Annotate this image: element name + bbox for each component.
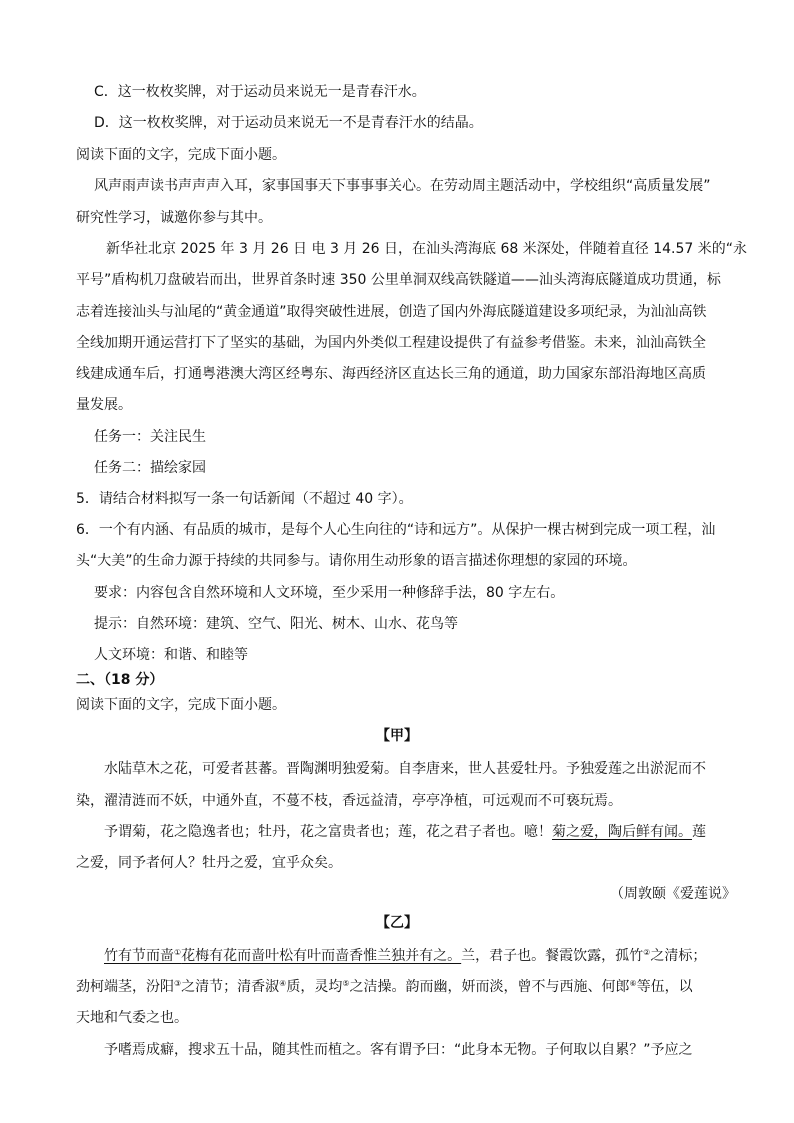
yi-line-4: 予嗜焉成癖，搜求五十品，随其性而植之。客有谓予曰：“此身本无物。子何取以自累？”予应之 — [104, 1042, 693, 1058]
jia-line-3 — [104, 822, 706, 842]
yi-phrase-3: 兰，君子也。餐霞饮露，孤竹 — [461, 948, 644, 964]
requirement: 要求：内容包含自然环境和人文环境，至少采用一种修辞手法，80 字左右。 — [94, 585, 565, 601]
jia-line-4: 之爱，同予者何人？牡丹之爱，宜乎众矣。 — [76, 855, 342, 871]
passage-yi-title: 【乙】 — [376, 915, 418, 931]
task-two: 任务二：描绘家园 — [94, 460, 206, 476]
intro-paragraph-line-2: 研究性学习，诚邀你参与其中。 — [76, 210, 272, 226]
question-6-line-1: 6．一个有内涵、有品质的城市，是每个人心生向往的“诗和远方”。从保护一棵古树到完成一项工程，汕 — [76, 522, 716, 538]
yi-phrase-4: 之清标； — [650, 948, 707, 964]
option-c: C．这一枚枚奖牌，对于运动员来说无一是青春汗水。 — [94, 84, 426, 100]
passage-jia-title: 【甲】 — [376, 728, 418, 744]
note-1: ① — [174, 948, 182, 957]
note-6: ⑥ — [629, 979, 637, 988]
section-heading: 二、（18 分） — [76, 672, 164, 688]
news-paragraph-line-5: 线建成通车后，打通粤港澳大湾区经粤东、海西经济区直达长三角的通道，助力国家东部沿海地区高质 — [76, 366, 706, 382]
yi-line-1 — [104, 946, 706, 966]
yi-phrase-9: 等伍，以 — [636, 979, 693, 995]
underlined-sentence — [104, 948, 461, 964]
yi-phrase-5: 劲柯端茎，汾阳 — [76, 979, 174, 995]
news-paragraph-line-6: 量发展。 — [76, 397, 132, 413]
jia-source: （周敦颐《爱莲说》 — [610, 886, 736, 902]
news-paragraph-line-2: 平号”盾构机刀盘破岩而出，世界首条时速 350 公里单洞双线高铁隧道——汕头湾海底隧道成功贯通，标 — [76, 272, 721, 288]
intro-paragraph-line-1: 风声雨声读书声声声入耳，家事国事天下事事事关心。在劳动周主题活动中，学校组织“高质量发展” — [94, 178, 711, 194]
yi-line-2 — [76, 977, 693, 997]
news-paragraph-line-3: 志着连接汕头与汕尾的“黄金通道”取得突破性进展，创造了国内外海底隧道建设多项纪录，为汕汕高铁 — [76, 304, 707, 320]
option-d: D．这一枚枚奖牌，对于运动员来说无一不是青春汗水的结晶。 — [94, 115, 483, 131]
task-one: 任务一：关注民生 — [94, 429, 206, 445]
question-6-line-2: 头“大美”的生命力源于持续的共同参与。请你用生动形象的语言描述你理想的家园的环境。 — [76, 553, 637, 569]
yi-phrase-8: 之洁操。韵而幽，妍而淡，曾不与西施、何郎 — [349, 979, 630, 995]
reading-instruction-2: 阅读下面的文字，完成下面小题。 — [76, 697, 286, 713]
yi-phrase-7: 质，灵均 — [286, 979, 343, 995]
hint-cultural: 人文环境：和谐、和睦等 — [94, 647, 248, 663]
news-paragraph-line-1: 新华社北京 2025 年 3 月 26 日 电 3 月 26 日，在汕头湾海底 68 米深处，伴随着直径 14.57 米的“永 — [106, 241, 747, 257]
note-3: ③ — [174, 979, 182, 988]
note-2: ② — [643, 948, 651, 957]
underlined-phrase-ju: 菊之爱，陶后鲜有闻。 — [552, 824, 692, 840]
jia-line-3-text: 予谓菊，花之隐逸者也；牡丹，花之富贵者也；莲，花之君子者也。噫！ — [104, 824, 552, 840]
note-5: ⑤ — [342, 979, 350, 988]
reading-instruction: 阅读下面的文字，完成下面小题。 — [76, 147, 286, 163]
jia-line-2: 染，濯清涟而不妖，中通外直，不蔓不枝，香远益清，亭亭净植，可远观而不可亵玩焉。 — [76, 793, 622, 809]
hint-natural: 提示：自然环境：建筑、空气、阳光、树木、山水、花鸟等 — [94, 616, 458, 632]
yi-line-3: 天地和气委之也。 — [76, 1010, 188, 1026]
note-4: ④ — [279, 979, 287, 988]
question-5: 5．请结合材料拟写一条一句话新闻（不超过 40 字）。 — [76, 491, 413, 507]
yi-phrase-6: 之清节；清香淑 — [181, 979, 280, 995]
jia-line-3-end: 莲 — [692, 824, 706, 840]
yi-phrase-2: 花梅有花而啬叶松有叶而啬香惟兰独并有之。 — [181, 948, 462, 964]
jia-line-1: 水陆草木之花，可爱者甚蕃。晋陶渊明独爱菊。自李唐来，世人甚爱牡丹。予独爱莲之出淤泥而不 — [104, 761, 706, 777]
news-paragraph-line-4: 全线加期开通运营打下了坚实的基础，为国内外类似工程建设提供了有益参考借鉴。未来，汕汕高铁全 — [76, 335, 706, 351]
yi-phrase-1: 竹有节而啬 — [104, 948, 174, 964]
